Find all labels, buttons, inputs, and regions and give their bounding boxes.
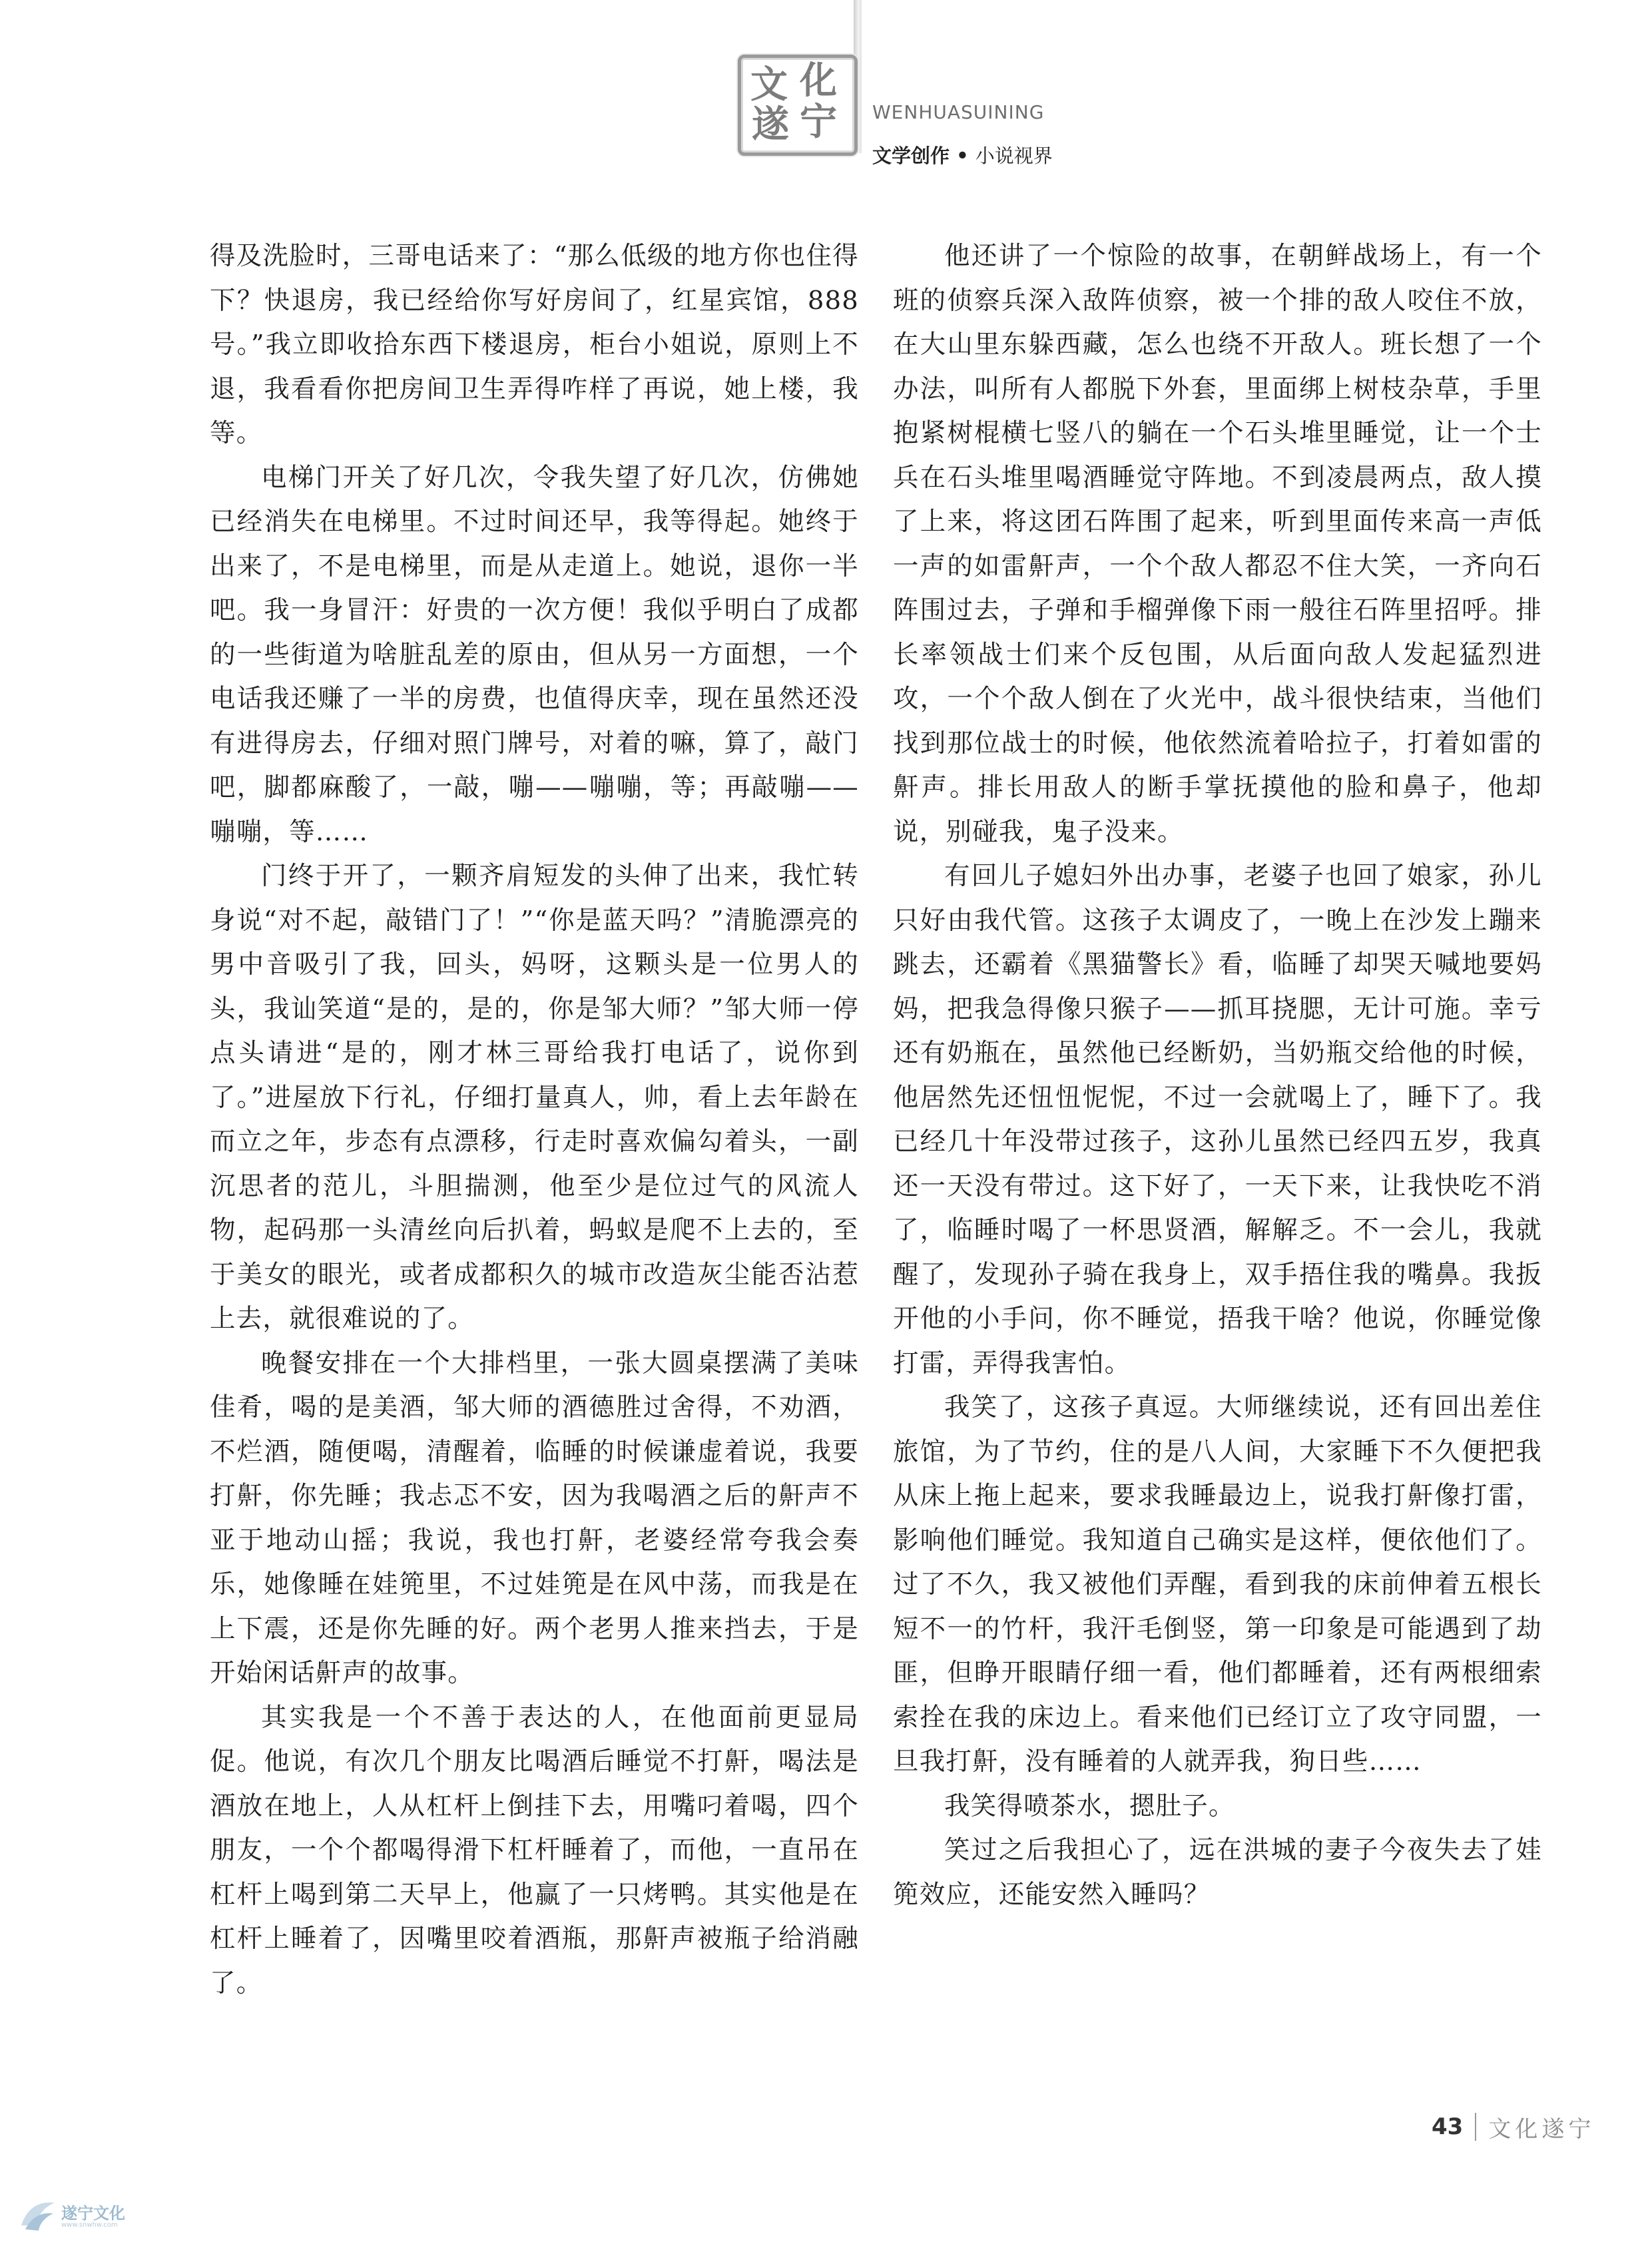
paragraph: 晚餐安排在一个大排档里，一张大圆桌摆满了美味佳肴，喝的是美酒，邹大师的酒德胜过舍得，不劝酒，不烂酒，随便喝，清醒着，临睡的时候谦虚着说，我要打鼾，你先睡；我忐忑不安，因为我喝酒之后的鼾声不亚于地动山摇；我说，我也打鼾，老婆经常夸我会奏乐，她像睡在娃篼里，不过娃篼是在风中荡，而我是在上下震，还是你先睡的好。两个老男人推来挡去，于是开始闲话鼾声的故事。 <box>210 1348 859 1688</box>
category-label: 文学创作 <box>872 144 950 167</box>
logo-char: 化 <box>800 59 837 103</box>
paragraph: 电梯门开关了好几次，令我失望了好几次，仿佛她已经消失在电梯里。不过时间还早，我等得起。她终于出来了，不是电梯里，而是从走道上。她说，退你一半吧。我一身冒汗：好贵的一次方便！我似乎明白了成都的一些街道为啥脏乱差的原由，但从另一方面想，一个电话我还赚了一半的房费，也值得庆幸，现在虽然还没有进得房去，仔细对照门牌号，对着的嘛，算了，敲门吧，脚都麻酸了，一敲，嘣——嘣嘣，等；再敲嘣——嘣嘣，等…… <box>210 462 859 847</box>
paragraph: 其实我是一个不善于表达的人，在他面前更显局促。他说，有次几个朋友比喝酒后睡觉不打鼾，喝法是酒放在地上，人从杠杆上倒挂下去，用嘴叼着喝，四个朋友，一个个都喝得滑下杠杆睡着了，而他，一直吊在杠杆上喝到第二天早上，他赢了一只烤鸭。其实他是在杠杆上睡着了，因嘴里咬着酒瓶，那鼾声被瓶子给消融了。 <box>210 1702 859 1998</box>
logo-char: 宁 <box>800 100 837 144</box>
logo-char: 遂 <box>752 103 789 146</box>
footer-magazine-name: 文化遂宁 <box>1488 2115 1595 2143</box>
logo-char: 文 <box>750 63 788 107</box>
category-separator: • <box>956 144 969 167</box>
left-text-column <box>210 234 859 2006</box>
site-watermark <box>19 2195 185 2237</box>
paragraph: 他还讲了一个惊险的故事，在朝鲜战场上，有一个班的侦察兵深入敌阵侦察，被一个排的敌人咬住不放，在大山里东躲西藏，怎么也绕不开敌人。班长想了一个办法，叫所有人都脱下外套，里面绑上树枝杂草，手里抱紧树棍横七竖八的躺在一个石头堆里睡觉，让一个士兵在石头堆里喝酒睡觉守阵地。不到凌晨两点，敌人摸了上来，将这团石阵围了起来，听到里面传来高一声低一声的如雷鼾声，一个个敌人都忍不住大笑，一齐向石阵围过去，子弹和手榴弹像下雨一般往石阵里招呼。排长率领战士们来个反包围，从后面向敌人发起猛烈进攻，一个个敌人倒在了火光中，战斗很快结束，当他们找到那位战士的时候，他依然流着哈拉子，打着如雷的鼾声。排长用敌人的断手掌抚摸他的脸和鼻子，他却说，别碰我，鬼子没来。 <box>893 241 1542 847</box>
page-footer <box>1432 2111 1595 2143</box>
magazine-logo <box>738 55 858 156</box>
footer-divider <box>1475 2113 1476 2141</box>
watermark-name: 遂宁文化 <box>61 2204 125 2223</box>
watermark-url: www.snwhw.com <box>61 2221 118 2229</box>
paragraph: 有回儿子媳妇外出办事，老婆子也回了娘家，孙儿只好由我代管。这孩子太调皮了，一晚上在沙发上蹦来跳去，还霸着《黑猫警长》看，临睡了却哭天喊地要妈妈，把我急得像只猴子——抓耳挠腮，无计可施。幸亏还有奶瓶在，虽然他已经断奶，当奶瓶交给他的时候，他居然先还忸忸怩怩，不过一会就喝上了，睡下了。我已经几十年没带过孩子，这孙儿虽然已经四五岁，我真还一天没有带过。这下好了，一天下来，让我快吃不消了，临睡时喝了一杯思贤酒，解解乏。不一会儿，我就醒了，发现孙子骑在我身上，双手捂住我的嘴鼻。我扳开他的小手问，你不睡觉，捂我干啥？他说，你睡觉像打雷，弄得我害怕。 <box>893 861 1542 1378</box>
header-english-title: WENHUASUINING <box>872 101 1045 123</box>
paragraph: 我笑得喷茶水，摁肚子。 <box>944 1791 1235 1821</box>
subcategory-label: 小说视界 <box>975 144 1053 167</box>
right-text-column <box>893 234 1542 1917</box>
paragraph: 笑过之后我担心了，远在洪城的妻子今夜失去了娃篼效应，还能安然入睡吗？ <box>893 1835 1542 1910</box>
page-number: 43 <box>1432 2113 1464 2140</box>
section-label <box>872 141 1053 168</box>
wing-logo-icon <box>19 2199 57 2233</box>
paragraph: 门终于开了，一颗齐肩短发的头伸了出来，我忙转身说“对不起，敲错门了！”“你是蓝天吗？”清脆漂亮的男中音吸引了我，回头，妈呀，这颗头是一位男人的头，我讪笑道“是的，是的，你是邹大师？”邹大师一停点头请进“是的，刚才林三哥给我打电话了，说你到了。”进屋放下行礼，仔细打量真人，帅，看上去年龄在而立之年，步态有点漂移，行走时喜欢偏勾着头，一副沉思者的范儿，斗胆揣测，他至少是位过气的风流人物，起码那一头清丝向后扒着，蚂蚁是爬不上去的，至于美女的眼光，或者成都积久的城市改造灰尘能否沾惹上去，就很难说的了。 <box>210 861 859 1334</box>
paragraph: 得及洗脸时，三哥电话来了：“那么低级的地方你也住得下？快退房，我已经给你写好房间了，红星宾馆，888号。”我立即收拾东西下楼退房，柜台小姐说，原则上不退，我看看你把房间卫生弄得咋样了再说，她上楼，我等。 <box>210 241 859 448</box>
paragraph: 我笑了，这孩子真逗。大师继续说，还有回出差住旅馆，为了节约，住的是八人间，大家睡下不久便把我从床上拖上起来，要求我睡最边上，说我打鼾像打雷，影响他们睡觉。我知道自己确实是这样，便依他们了。过了不久，我又被他们弄醒，看到我的床前伸着五根长短不一的竹杆，我汗毛倒竖，第一印象是可能遇到了劫匪，但睁开眼睛仔细一看，他们都睡着，还有两根细索索拴在我的床边上。看来他们已经订立了攻守同盟，一旦我打鼾，没有睡着的人就弄我，狗日些…… <box>893 1392 1542 1777</box>
